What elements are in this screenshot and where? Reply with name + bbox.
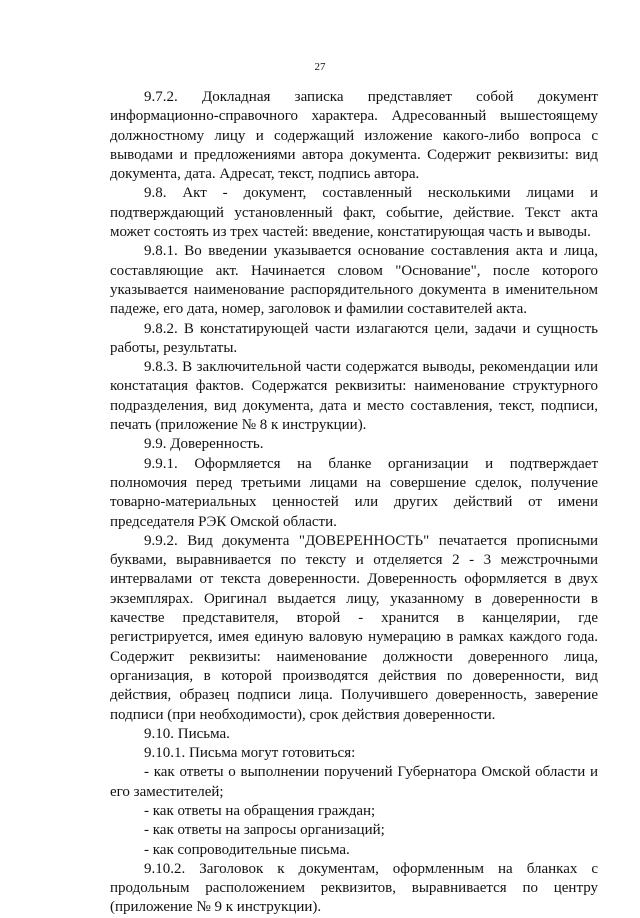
paragraph-9-9-2: 9.9.2. Вид документа "ДОВЕРЕННОСТЬ" печатается прописными буквами, выравнивается по тексту и отделяется 2 - 3 межстрочными интервалами от текста доверенности. Доверенность оформляется в двух экземплярах. Оригинал выдается лицу, указанному в доверенности в качестве представителя, второй - хранится в канцелярии, где регистрируется, имея единую валовую нумерацию в рамках каждого года. Содержит реквизиты: наименование должности доверенного лица, организация, в которой производятся действия по доверенности, вид действия, образец подписи лица. Получившего доверенность, заверение подписи (при необходимости), срок действия доверенности. [110, 532, 598, 723]
paragraph-9-9-1: 9.9.1. Оформляется на бланке организации и подтверждает полномочия перед третьими лицами на совершение сделок, получение товарно-материальных ценностей или других действий от имени председателя РЭК Омской области. [110, 455, 598, 530]
paragraph-9-7-2: 9.7.2. Докладная записка представляет собой документ информационно-справочного характера. Адресованный вышестоящему должностному лицу и содержащий изложение какого-либо вопроса с выводами и предложениями автора документа. Содержит реквизиты: вид документа, дата. Адресат, текст, подпись автора. [110, 89, 598, 183]
paragraph-9-8-3: 9.8.3. В заключительной части содержатся выводы, рекомендации или констатация фактов. Содержатся реквизиты: наименование структурного подразделения, вид документа, дата и место составления, текст, подписи, печать (приложение № 8 к инструкции). [110, 359, 598, 434]
list-item-4: - как сопроводительные письма. [144, 841, 350, 858]
document-body [110, 88, 598, 918]
list-item-2: - как ответы на обращения граждан; [144, 802, 376, 819]
page-number: 27 [314, 61, 326, 73]
list-item-3: - как ответы на запросы организаций; [144, 822, 385, 839]
paragraph-9-10-2: 9.10.2. Заголовок к документам, оформленным на бланках с продольным расположением реквизитов, выравнивается по центру (приложение № 9 к инструкции). [110, 860, 598, 916]
paragraph-9-8: 9.8. Акт - документ, составленный несколькими лицами и подтверждающий установленный факт, событие, действие. Текст акта может состоять из трех частей: введение, констатирующая часть и выводы. [110, 185, 598, 241]
paragraph-9-9: 9.9. Доверенность. [144, 436, 264, 453]
paragraph-9-8-2: 9.8.2. В констатирующей части излагаются цели, задачи и сущность работы, результаты. [110, 320, 598, 356]
list-item-1: - как ответы о выполнении поручений Губернатора Омской области и его заместителей; [110, 764, 598, 800]
paragraph-9-8-1: 9.8.1. Во введении указывается основание составления акта и лица, составляющие акт. Начинается словом "Основание", после которого указывается наименование распорядительного документа в именительном падеже, его дата, номер, заголовок и фамилии составителей акта. [110, 243, 598, 318]
paragraph-9-10: 9.10. Письма. [144, 725, 230, 742]
paragraph-9-10-1: 9.10.1. Письма могут готовиться: [144, 745, 356, 762]
